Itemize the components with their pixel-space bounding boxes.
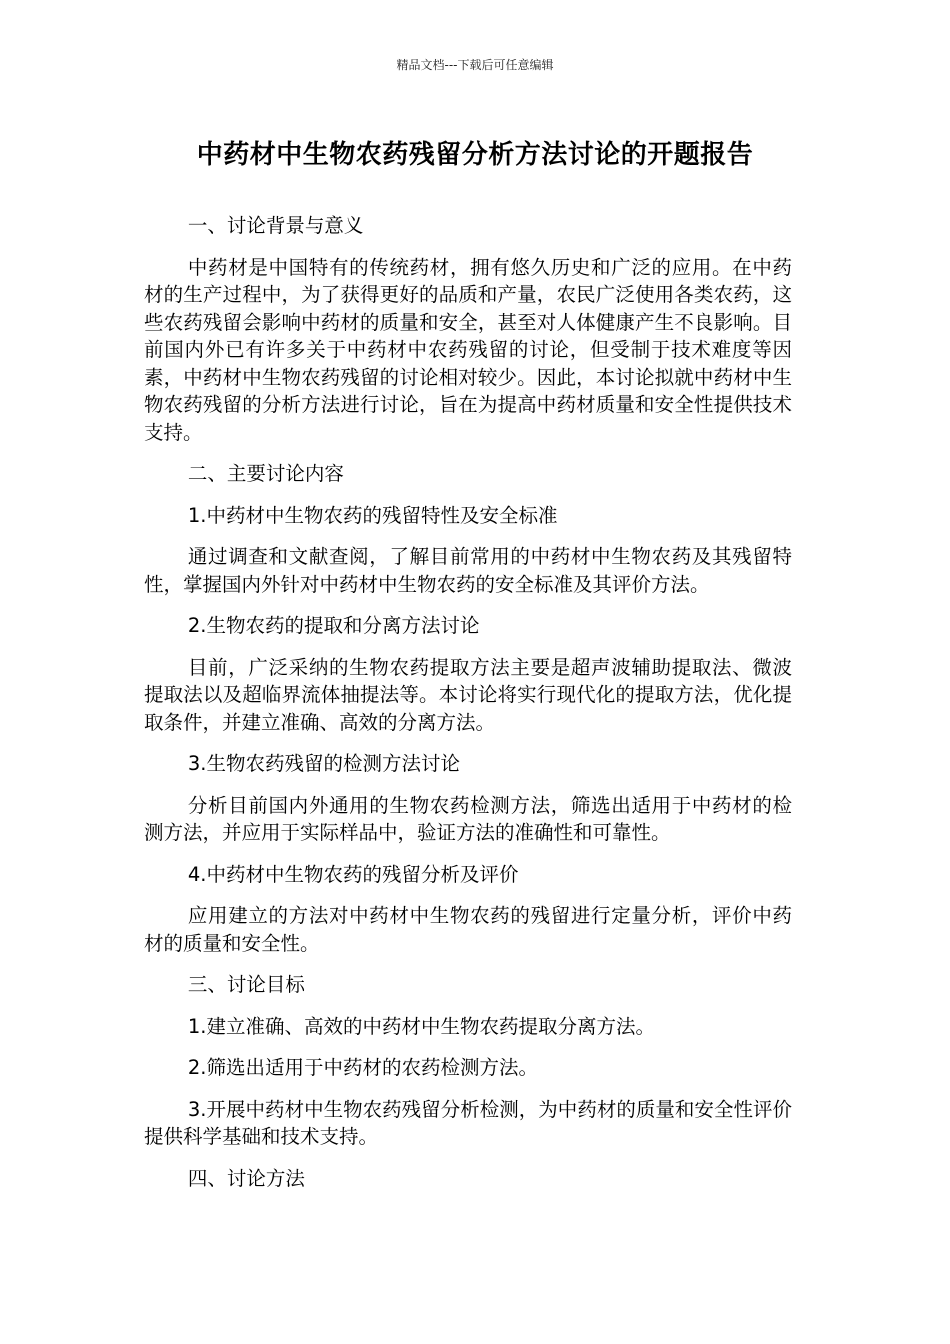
paragraph-residue-analysis: 应用建立的方法对中药材中生物农药的残留进行定量分析，评价中药材的质量和安全性。 (144, 904, 792, 955)
subheading-residue-analysis: 4.中药材中生物农药的残留分析及评价 (187, 862, 519, 886)
section-heading-objectives: 三、讨论目标 (187, 973, 305, 996)
subheading-residue-characteristics: 1.中药材中生物农药的残留特性及安全标准 (187, 503, 558, 527)
page-header: 精品文档---下载后可任意编辑 (396, 58, 554, 72)
paragraph-detection-methods: 分析目前国内外通用的生物农药检测方法，筛选出适用于中药材的检测方法，并应用于实际样品中，验证方法的准确性和可靠性。 (144, 793, 792, 844)
subheading-detection-methods: 3.生物农药残留的检测方法讨论 (187, 752, 460, 775)
section-heading-background: 一、讨论背景与意义 (187, 214, 364, 237)
subheading-extraction-methods: 2.生物农药的提取和分离方法讨论 (187, 614, 480, 637)
paragraph-residue-characteristics: 通过调查和文献查阅，了解目前常用的中药材中生物农药及其残留特性，掌握国内外针对中药材中生物农药的安全标准及其评价方法。 (144, 545, 792, 596)
document-body (144, 212, 792, 1206)
section-heading-content: 二、主要讨论内容 (187, 462, 344, 485)
section-heading-methods: 四、讨论方法 (187, 1166, 305, 1190)
paragraph-extraction-methods: 目前，广泛采纳的生物农药提取方法主要是超声波辅助提取法、微波提取法以及超临界流体抽提法等。本讨论将实行现代化的提取方法，优化提取条件，并建立准确、高效的分离方法。 (144, 655, 792, 734)
paragraph-background: 中药材是中国特有的传统药材，拥有悠久历史和广泛的应用。在中药材的生产过程中，为了获得更好的品质和产量，农民广泛使用各类农药，这些农药残留会影响中药材的质量和安全，甚至对人体健康产生不良影响。目前国内外已有许多关于中药材中农药残留的讨论，但受制于技术难度等因素，中药材中生物农药残留的讨论相对较少。因此，本讨论拟就中药材中生物农药残留的分析方法进行讨论，旨在为提高中药材质量和安全性提供技术支持。 (144, 255, 792, 444)
objective-item-1: 1.建立准确、高效的中药材中生物农药提取分离方法。 (187, 1014, 655, 1038)
document-title: 中药材中生物农药残留分析方法讨论的开题报告 (196, 140, 754, 170)
objective-item-2: 2.筛选出适用于中药材的农药检测方法。 (187, 1056, 538, 1079)
objective-item-3: 3.开展中药材中生物农药残留分析检测，为中药材的质量和安全性评价提供科学基础和技术支持。 (144, 1097, 792, 1148)
